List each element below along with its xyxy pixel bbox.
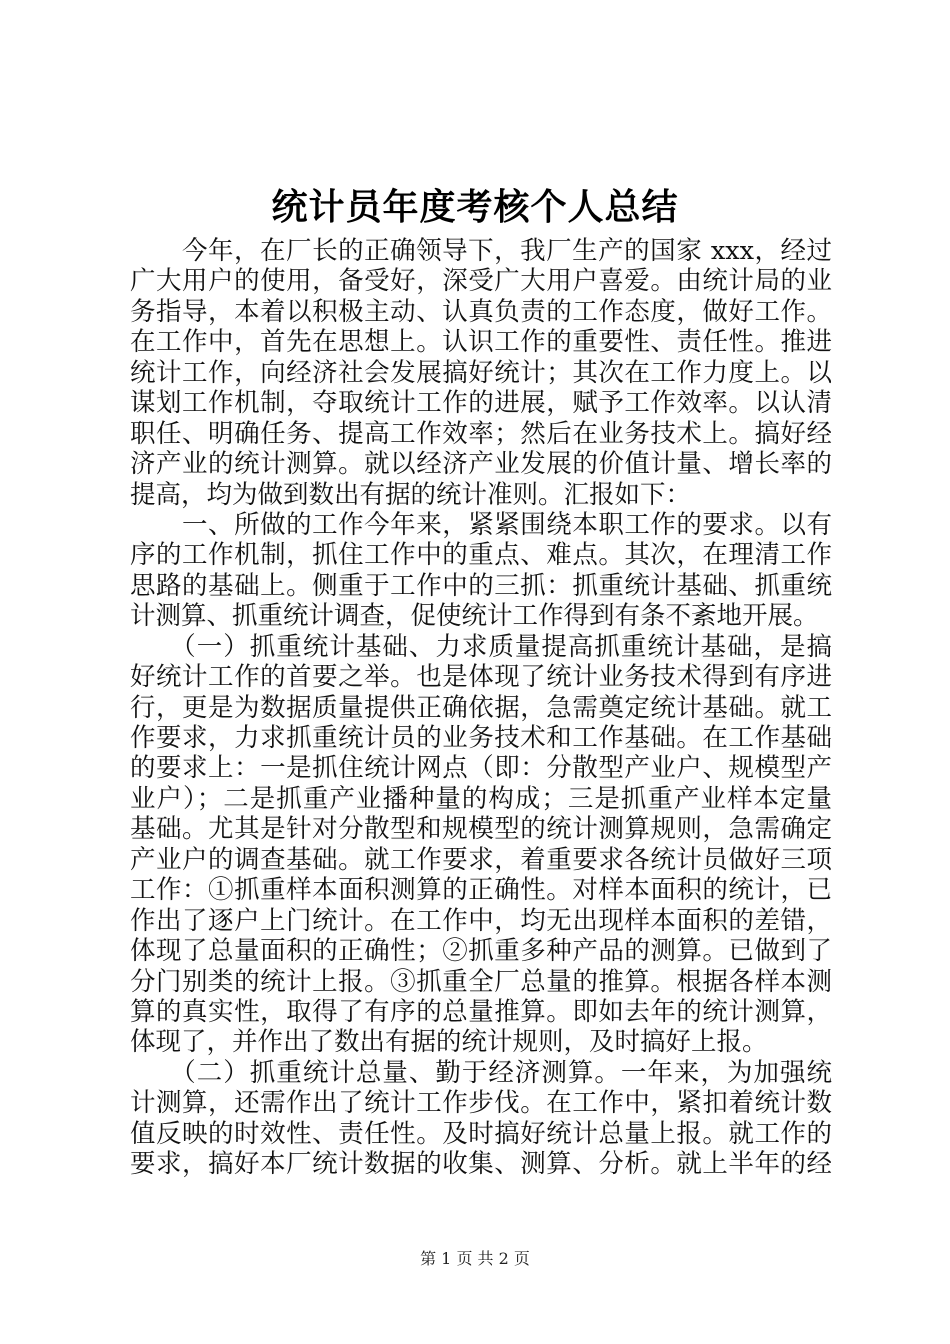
text-line: 作出了逐户上门统计。在工作中，均无出现样本面积的差错，	[130, 905, 832, 936]
text-line: 计测算，还需作出了统计工作步伐。在工作中，紧扣着统计数	[130, 1088, 832, 1119]
text-line: 一、所做的工作今年来，紧紧围绕本职工作的要求。以有	[130, 509, 832, 540]
text-line: 谋划工作机制，夺取统计工作的进展，赋予工作效率。以认清	[130, 388, 832, 419]
text-line: 思路的基础上。侧重于工作中的三抓：抓重统计基础、抓重统	[130, 570, 832, 601]
text-line: 算的真实性，取得了有序的总量推算。即如去年的统计测算，	[130, 996, 832, 1027]
text-line: 计测算、抓重统计调查，促使统计工作得到有条不紊地开展。	[130, 601, 819, 632]
text-line: 产业户的调查基础。就工作要求，着重要求各统计员做好三项	[130, 844, 832, 875]
text-line: 工作：①抓重样本面积测算的正确性。对样本面积的统计，已	[130, 875, 832, 906]
text-line: 今年，在厂长的正确领导下，我厂生产的国家 xxx，经过	[130, 236, 832, 266]
document-title: 统计员年度考核个人总结	[271, 187, 679, 228]
text-line: 作要求，力求抓重统计员的业务技术和工作基础。在工作基础	[130, 723, 832, 753]
text-line: 统计工作，向经济社会发展搞好统计；其次在工作力度上。以	[130, 357, 832, 388]
text-line: 职任、明确任务、提高工作效率；然后在业务技术上。搞好经	[130, 418, 832, 449]
text-line: 提高，均为做到数出有据的统计准则。汇报如下：	[130, 479, 692, 510]
document-body	[130, 236, 832, 1180]
text-line: （一）抓重统计基础、力求质量提高抓重统计基础，是搞	[130, 631, 832, 662]
text-line: 的要求上：一是抓住统计网点（即：分散型产业户、规模型产	[130, 753, 832, 784]
text-line: 体现了，并作出了数出有据的统计规则，及时搞好上报。	[130, 1027, 768, 1058]
text-line: 序的工作机制，抓住工作中的重点、难点。其次，在理清工作	[130, 540, 832, 571]
text-line: 业户）；二是抓重产业播种量的构成；三是抓重产业样本定量	[130, 783, 832, 814]
text-line: 行，更是为数据质量提供正确依据，急需奠定统计基础。就工	[130, 692, 832, 723]
text-line: 分门别类的统计上报。③抓重全厂总量的推算。根据各样本测	[130, 966, 832, 997]
text-line: 要求，搞好本厂统计数据的收集、测算、分析。就上半年的经	[130, 1149, 832, 1180]
page-number-footer: 第 1 页 共 2 页	[420, 1249, 530, 1268]
text-line: （二）抓重统计总量、勤于经济测算。一年来，为加强统	[130, 1057, 832, 1088]
text-line: 务指导，本着以积极主动、认真负责的工作态度，做好工作。	[130, 296, 832, 327]
text-line: 在工作中，首先在思想上。认识工作的重要性、责任性。推进	[130, 327, 832, 358]
text-line: 广大用户的使用，备受好，深受广大用户喜爱。由统计局的业	[130, 266, 832, 297]
text-line: 济产业的统计测算。就以经济产业发展的价值计量、增长率的	[130, 449, 832, 480]
text-line: 好统计工作的首要之举。也是体现了统计业务技术得到有序进	[130, 662, 832, 693]
text-line: 体现了总量面积的正确性；②抓重多种产品的测算。已做到了	[130, 936, 832, 967]
text-line: 值反映的时效性、责任性。及时搞好统计总量上报。就工作的	[130, 1118, 832, 1149]
text-line: 基础。尤其是针对分散型和规模型的统计测算规则，急需确定	[130, 814, 832, 845]
